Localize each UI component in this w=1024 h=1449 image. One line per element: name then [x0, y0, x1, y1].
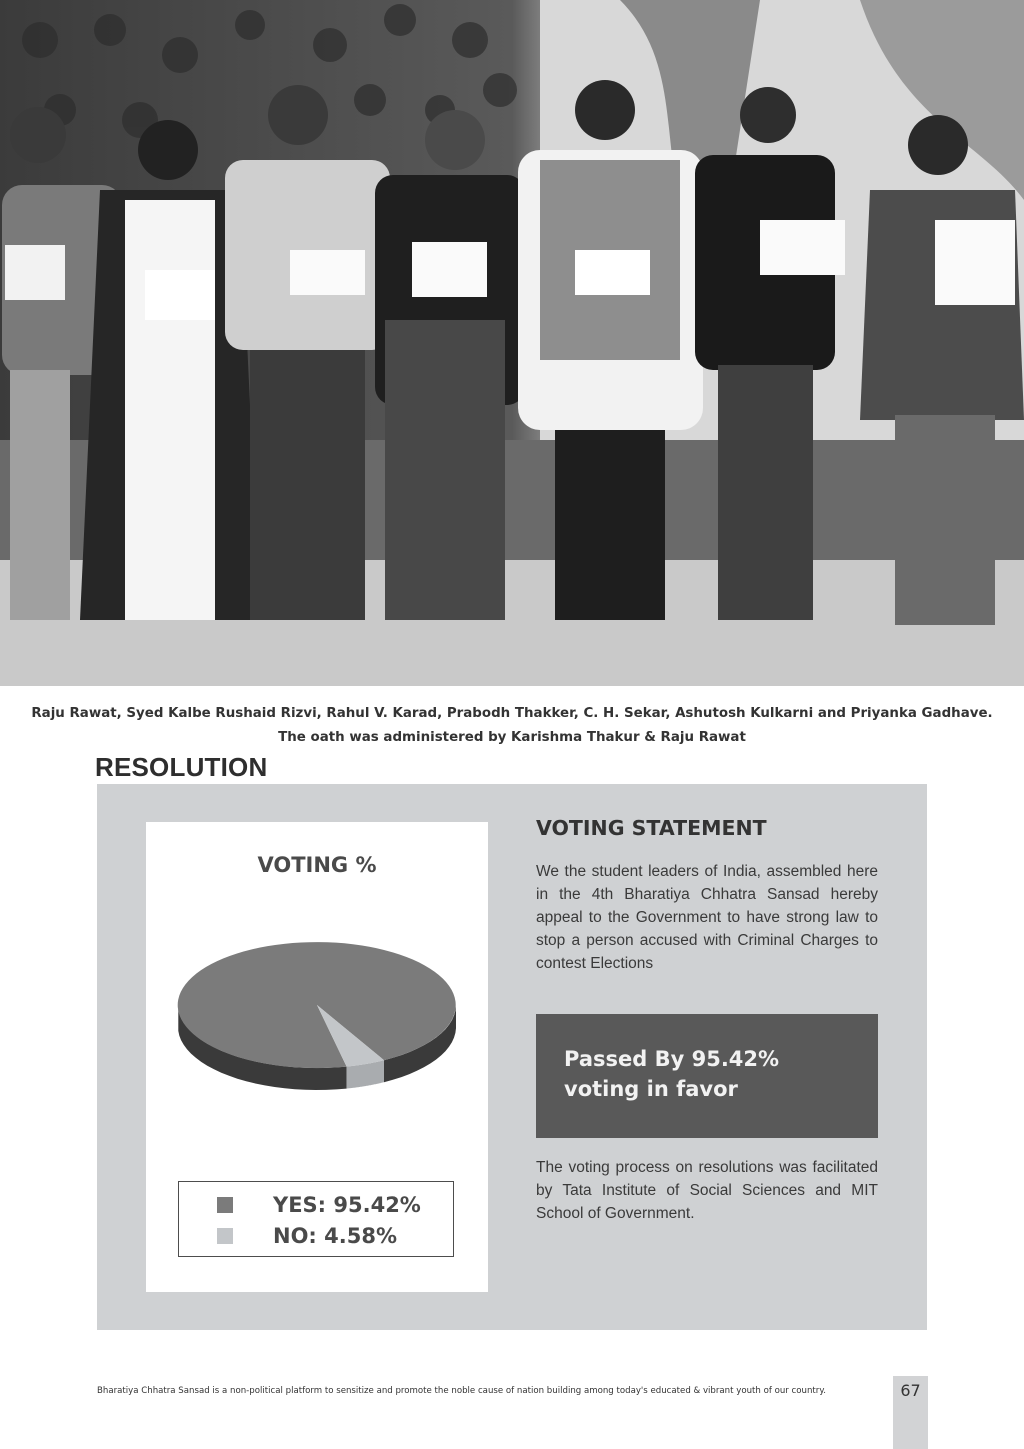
voting-process-note: The voting process on resolutions was facilitated by Tata Institute of Social Sciences and MIT School of Government. — [536, 1159, 878, 1222]
chart-legend — [178, 1181, 454, 1257]
oath-ceremony-photo — [0, 0, 1024, 686]
passed-line-1: Passed By 95.42% — [564, 1047, 780, 1071]
group-photo-icon — [0, 0, 1024, 686]
photo-caption — [0, 702, 1024, 750]
legend-swatch-yes — [217, 1197, 233, 1213]
voting-statement-title: VOTING STATEMENT — [536, 816, 767, 840]
chart-title: VOTING % — [257, 853, 377, 877]
section-title: RESOLUTION — [95, 752, 268, 782]
legend-item-no — [217, 1221, 397, 1251]
passed-result-box — [536, 1014, 878, 1138]
legend-label-yes: YES: 95.42% — [273, 1193, 421, 1217]
legend-label-no: NO: 4.58% — [273, 1224, 397, 1248]
voting-statement-body: We the student leaders of India, assembled here in the 4th Bharatiya Chhatra Sansad hereby appeal to the Government to have strong law to stop a person accused with Criminal Charges to contest Elections — [536, 863, 878, 972]
caption-line-2: The oath was administered by Karishma Thakur & Raju Rawat — [278, 730, 746, 745]
footer-tagline: Bharatiya Chhatra Sansad is a non-political platform to sensitize and promote the noble cause of nation building among today's educated & vibrant youth of our country. — [97, 1386, 826, 1396]
legend-item-yes — [217, 1190, 421, 1220]
passed-line-2: voting in favor — [564, 1077, 738, 1101]
pie-slice-yes — [178, 942, 456, 1068]
legend-swatch-no — [217, 1228, 233, 1244]
pie-chart — [146, 940, 488, 1120]
caption-line-1: Raju Rawat, Syed Kalbe Rushaid Rizvi, Rahul V. Karad, Prabodh Thakker, C. H. Sekar, Ashutosh Kulkarni and Priyanka Gadhave. — [31, 706, 993, 721]
page-number: 67 — [900, 1381, 921, 1400]
